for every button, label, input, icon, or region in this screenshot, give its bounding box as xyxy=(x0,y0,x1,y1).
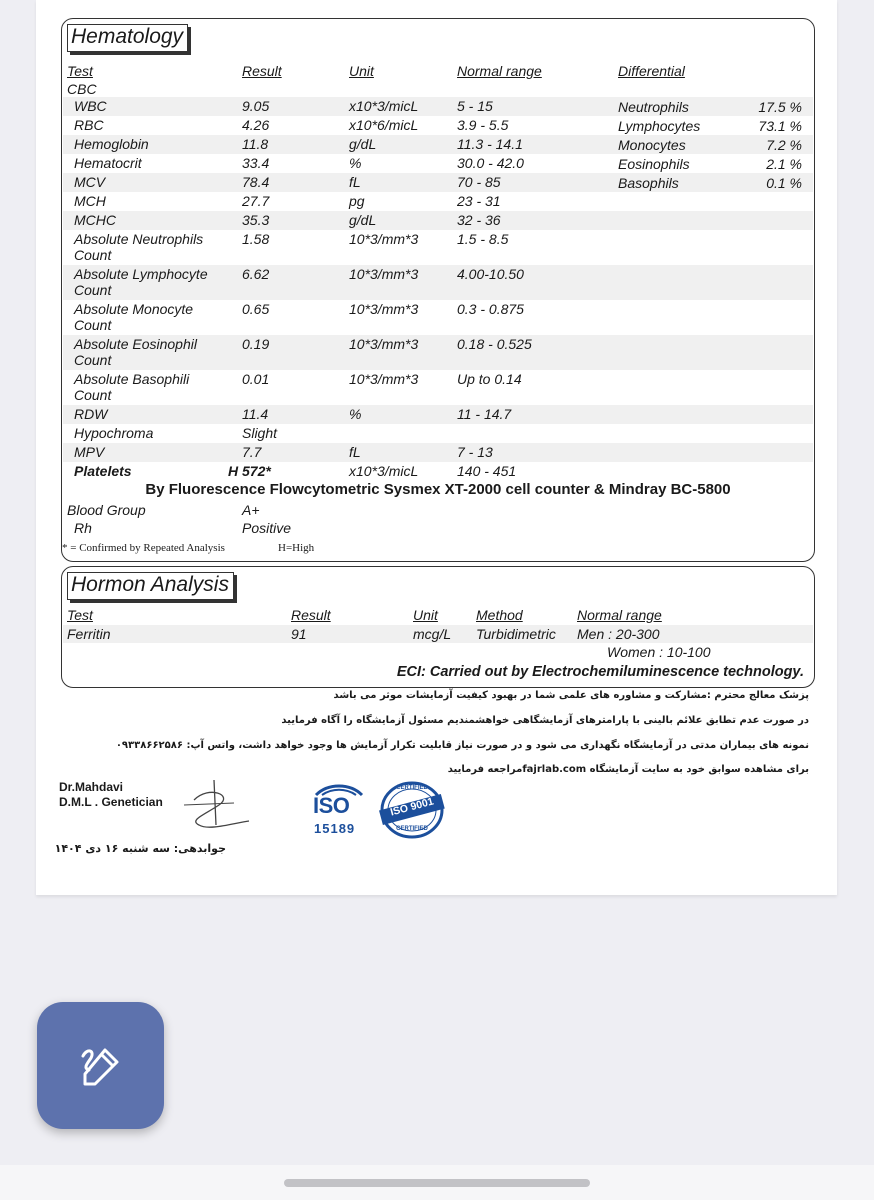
header-differential: Differential xyxy=(618,63,685,79)
edit-fab-button[interactable] xyxy=(37,1002,164,1129)
signature-title: D.M.L . Genetician xyxy=(59,795,163,809)
differential-value: 2.1 % xyxy=(766,156,802,172)
cbc-test: Absolute Basophili xyxy=(74,371,190,387)
cbc-range: 11.3 - 14.1 xyxy=(457,136,523,152)
cbc-unit: 10*3/mm*3 xyxy=(349,231,419,247)
cbc-unit: g/dL xyxy=(349,136,377,152)
cbc-range: 1.5 - 8.5 xyxy=(457,231,509,247)
cbc-range: 0.18 - 0.525 xyxy=(457,336,532,352)
cbc-unit: x10*3/micL xyxy=(349,463,419,479)
answer-date: جوابدهی: سه شنبه ۱۶ دی ۱۴۰۴ xyxy=(54,842,226,855)
cbc-unit: g/dL xyxy=(349,212,377,228)
row-band xyxy=(63,135,813,154)
cbc-test: Hypochroma xyxy=(74,425,154,441)
persian-note-2: در صورت عدم تطابق علائم بالینی با پارامترهای آزمایشگاهی خواهشمندیم مسئول آزمایشگاه را آگاه فرمایید xyxy=(281,715,809,726)
cbc-result: 6.62 xyxy=(242,266,270,282)
cbc-range: 32 - 36 xyxy=(457,212,501,228)
cbc-unit: 10*3/mm*3 xyxy=(349,371,419,387)
cbc-test: Absolute Eosinophil xyxy=(74,336,197,352)
differential-name: Neutrophils xyxy=(618,99,689,115)
hematology-title: Hematology xyxy=(67,24,188,52)
cbc-result: Slight xyxy=(242,425,278,441)
differential-name: Monocytes xyxy=(618,137,686,153)
hormone-section xyxy=(61,566,815,688)
cbc-range: 3.9 - 5.5 xyxy=(457,117,509,133)
cbc-test: MPV xyxy=(74,444,105,460)
iso-15189-badge-icon xyxy=(308,781,370,839)
cbc-unit: % xyxy=(349,406,362,422)
row-band xyxy=(63,443,813,462)
iso-number: 15189 xyxy=(314,821,356,836)
rh-value: Positive xyxy=(242,520,292,536)
cbc-unit: 10*3/mm*3 xyxy=(349,266,419,282)
header-result: Result xyxy=(242,63,282,79)
cbc-result: 27.7 xyxy=(242,193,270,209)
edit-pen-icon xyxy=(77,1042,125,1090)
row-band xyxy=(63,405,813,424)
footnote-confirmed: * = Confirmed by Repeated Analysis xyxy=(62,542,225,554)
cbc-result: 11.8 xyxy=(242,136,269,152)
cbc-test-line2: Count xyxy=(74,282,112,298)
cbc-test: Hematocrit xyxy=(74,155,142,171)
method-note: By Fluorescence Flowcytometric Sysmex XT-2000 cell counter & Mindray BC-5800 xyxy=(145,481,731,498)
cbc-test-line2: Count xyxy=(74,247,112,263)
ferritin-result: 91 xyxy=(291,626,307,642)
persian-note-3: نمونه های بیماران مدتی در آزمایشگاه نگهداری می شود و در صورت نیاز قابلیت تکرار آزمایش ها وجود خواهد داشت، واتس آپ: ۰۹۳۳۸۶۶۲۵۸۶ xyxy=(115,740,809,751)
header-unit: Unit xyxy=(349,63,374,79)
signature-name: Dr.Mahdavi xyxy=(59,780,124,794)
header-test: Test xyxy=(67,63,93,79)
cbc-result: 0.65 xyxy=(242,301,270,317)
differential-value: 7.2 % xyxy=(766,137,802,153)
persian-note-1: پزشک معالج محترم :مشارکت و مشاوره های علمی شما در بهبود کیفیت آزمایشات موثر می باشد xyxy=(333,690,809,701)
cbc-test: Absolute Monocyte xyxy=(74,301,194,317)
ferritin-method: Turbidimetric xyxy=(476,626,556,642)
cbc-label: CBC xyxy=(67,81,97,97)
cbc-range: 23 - 31 xyxy=(457,193,501,209)
differential-name: Eosinophils xyxy=(618,156,690,172)
cbc-result: 0.01 xyxy=(242,371,270,387)
iso-text: ISO xyxy=(313,793,350,818)
cbc-result: H 572* xyxy=(228,463,271,479)
hormone-header-method: Method xyxy=(476,607,523,623)
blood-group-label: Blood Group xyxy=(67,502,146,518)
cbc-unit: x10*6/micL xyxy=(349,117,419,133)
cbc-test: MCHC xyxy=(74,212,116,228)
cbc-test: Platelets xyxy=(74,463,132,479)
hormone-header-test: Test xyxy=(67,607,93,623)
cbc-result: 0.19 xyxy=(242,336,270,352)
cbc-test: MCH xyxy=(74,193,106,209)
ferritin-test: Ferritin xyxy=(67,626,111,642)
cbc-unit: x10*3/micL xyxy=(349,98,419,114)
cbc-result: 7.7 xyxy=(242,444,262,460)
cbc-unit: 10*3/mm*3 xyxy=(349,301,419,317)
cbc-test: MCV xyxy=(74,174,106,190)
certified-bottom-text: CERTIFIED xyxy=(396,826,428,832)
persian-note-4: برای مشاهده سوابق خود به سایت آزمایشگاه fajrlab.comمراجعه فرمایید xyxy=(447,764,809,775)
cbc-test: RBC xyxy=(74,117,104,133)
differential-name: Basophils xyxy=(618,175,679,191)
certified-top-text: CERTIFIED xyxy=(396,785,428,791)
ferritin-unit: mcg/L xyxy=(413,626,452,642)
differential-value: 17.5 % xyxy=(758,99,802,115)
cbc-result: 33.4 xyxy=(242,155,270,171)
cbc-range: 11 - 14.7 xyxy=(457,406,512,422)
hematology-section xyxy=(61,18,815,562)
footnote-high: H=High xyxy=(278,542,315,554)
cbc-range: 5 - 15 xyxy=(457,98,493,114)
cbc-test-line2: Count xyxy=(74,387,112,403)
cbc-range: 0.3 - 0.875 xyxy=(457,301,524,317)
cbc-range: 4.00-10.50 xyxy=(457,266,524,282)
cbc-result: 11.4 xyxy=(242,406,269,422)
cbc-test: Hemoglobin xyxy=(74,136,149,152)
cbc-range: 140 - 451 xyxy=(457,463,517,479)
hormone-header-range: Normal range xyxy=(577,607,662,623)
cbc-unit: fL xyxy=(349,174,361,190)
header-normal-range: Normal range xyxy=(457,63,542,79)
cbc-result: 4.26 xyxy=(242,117,270,133)
cbc-test-line2: Count xyxy=(74,352,112,368)
differential-value: 73.1 % xyxy=(758,118,802,134)
cbc-result: 9.05 xyxy=(242,98,270,114)
cbc-unit: % xyxy=(349,155,362,171)
iso-9001-text: ISO 9001 xyxy=(389,795,435,819)
home-gesture-handle[interactable] xyxy=(284,1179,590,1187)
iso-9001-seal-icon xyxy=(378,780,446,840)
rh-label: Rh xyxy=(74,520,92,536)
cbc-result: 78.4 xyxy=(242,174,270,190)
eci-note: ECI: Carried out by Electrochemiluminescence technology. xyxy=(396,664,804,680)
hormone-header-unit: Unit xyxy=(413,607,438,623)
cbc-range: 70 - 85 xyxy=(457,174,501,190)
row-band xyxy=(63,211,813,230)
ferritin-range-men: Men : 20-300 xyxy=(577,626,660,642)
cbc-test: Absolute Neutrophils xyxy=(74,231,204,247)
differential-value: 0.1 % xyxy=(766,175,802,191)
cbc-range: 7 - 13 xyxy=(457,444,493,460)
cbc-range: 30.0 - 42.0 xyxy=(457,155,524,171)
row-band xyxy=(63,173,813,192)
cbc-test: RDW xyxy=(74,406,108,422)
row-band xyxy=(63,97,813,116)
cbc-test: WBC xyxy=(74,98,107,114)
differential-name: Lymphocytes xyxy=(618,118,701,134)
cbc-test-line2: Count xyxy=(74,317,112,333)
cbc-result: 35.3 xyxy=(242,212,270,228)
cbc-unit: fL xyxy=(349,444,361,460)
hormone-title: Hormon Analysis xyxy=(67,572,234,600)
blood-group-value: A+ xyxy=(242,502,260,518)
cbc-unit: 10*3/mm*3 xyxy=(349,336,419,352)
cbc-range: Up to 0.14 xyxy=(457,371,522,387)
cbc-test: Absolute Lymphocyte xyxy=(74,266,208,282)
signature-scribble-icon xyxy=(174,775,254,835)
cbc-unit: pg xyxy=(349,193,365,209)
hormone-header-result: Result xyxy=(291,607,331,623)
ferritin-range-women: Women : 10-100 xyxy=(607,644,711,660)
report-page xyxy=(36,0,837,895)
cbc-result: 1.58 xyxy=(242,231,270,247)
